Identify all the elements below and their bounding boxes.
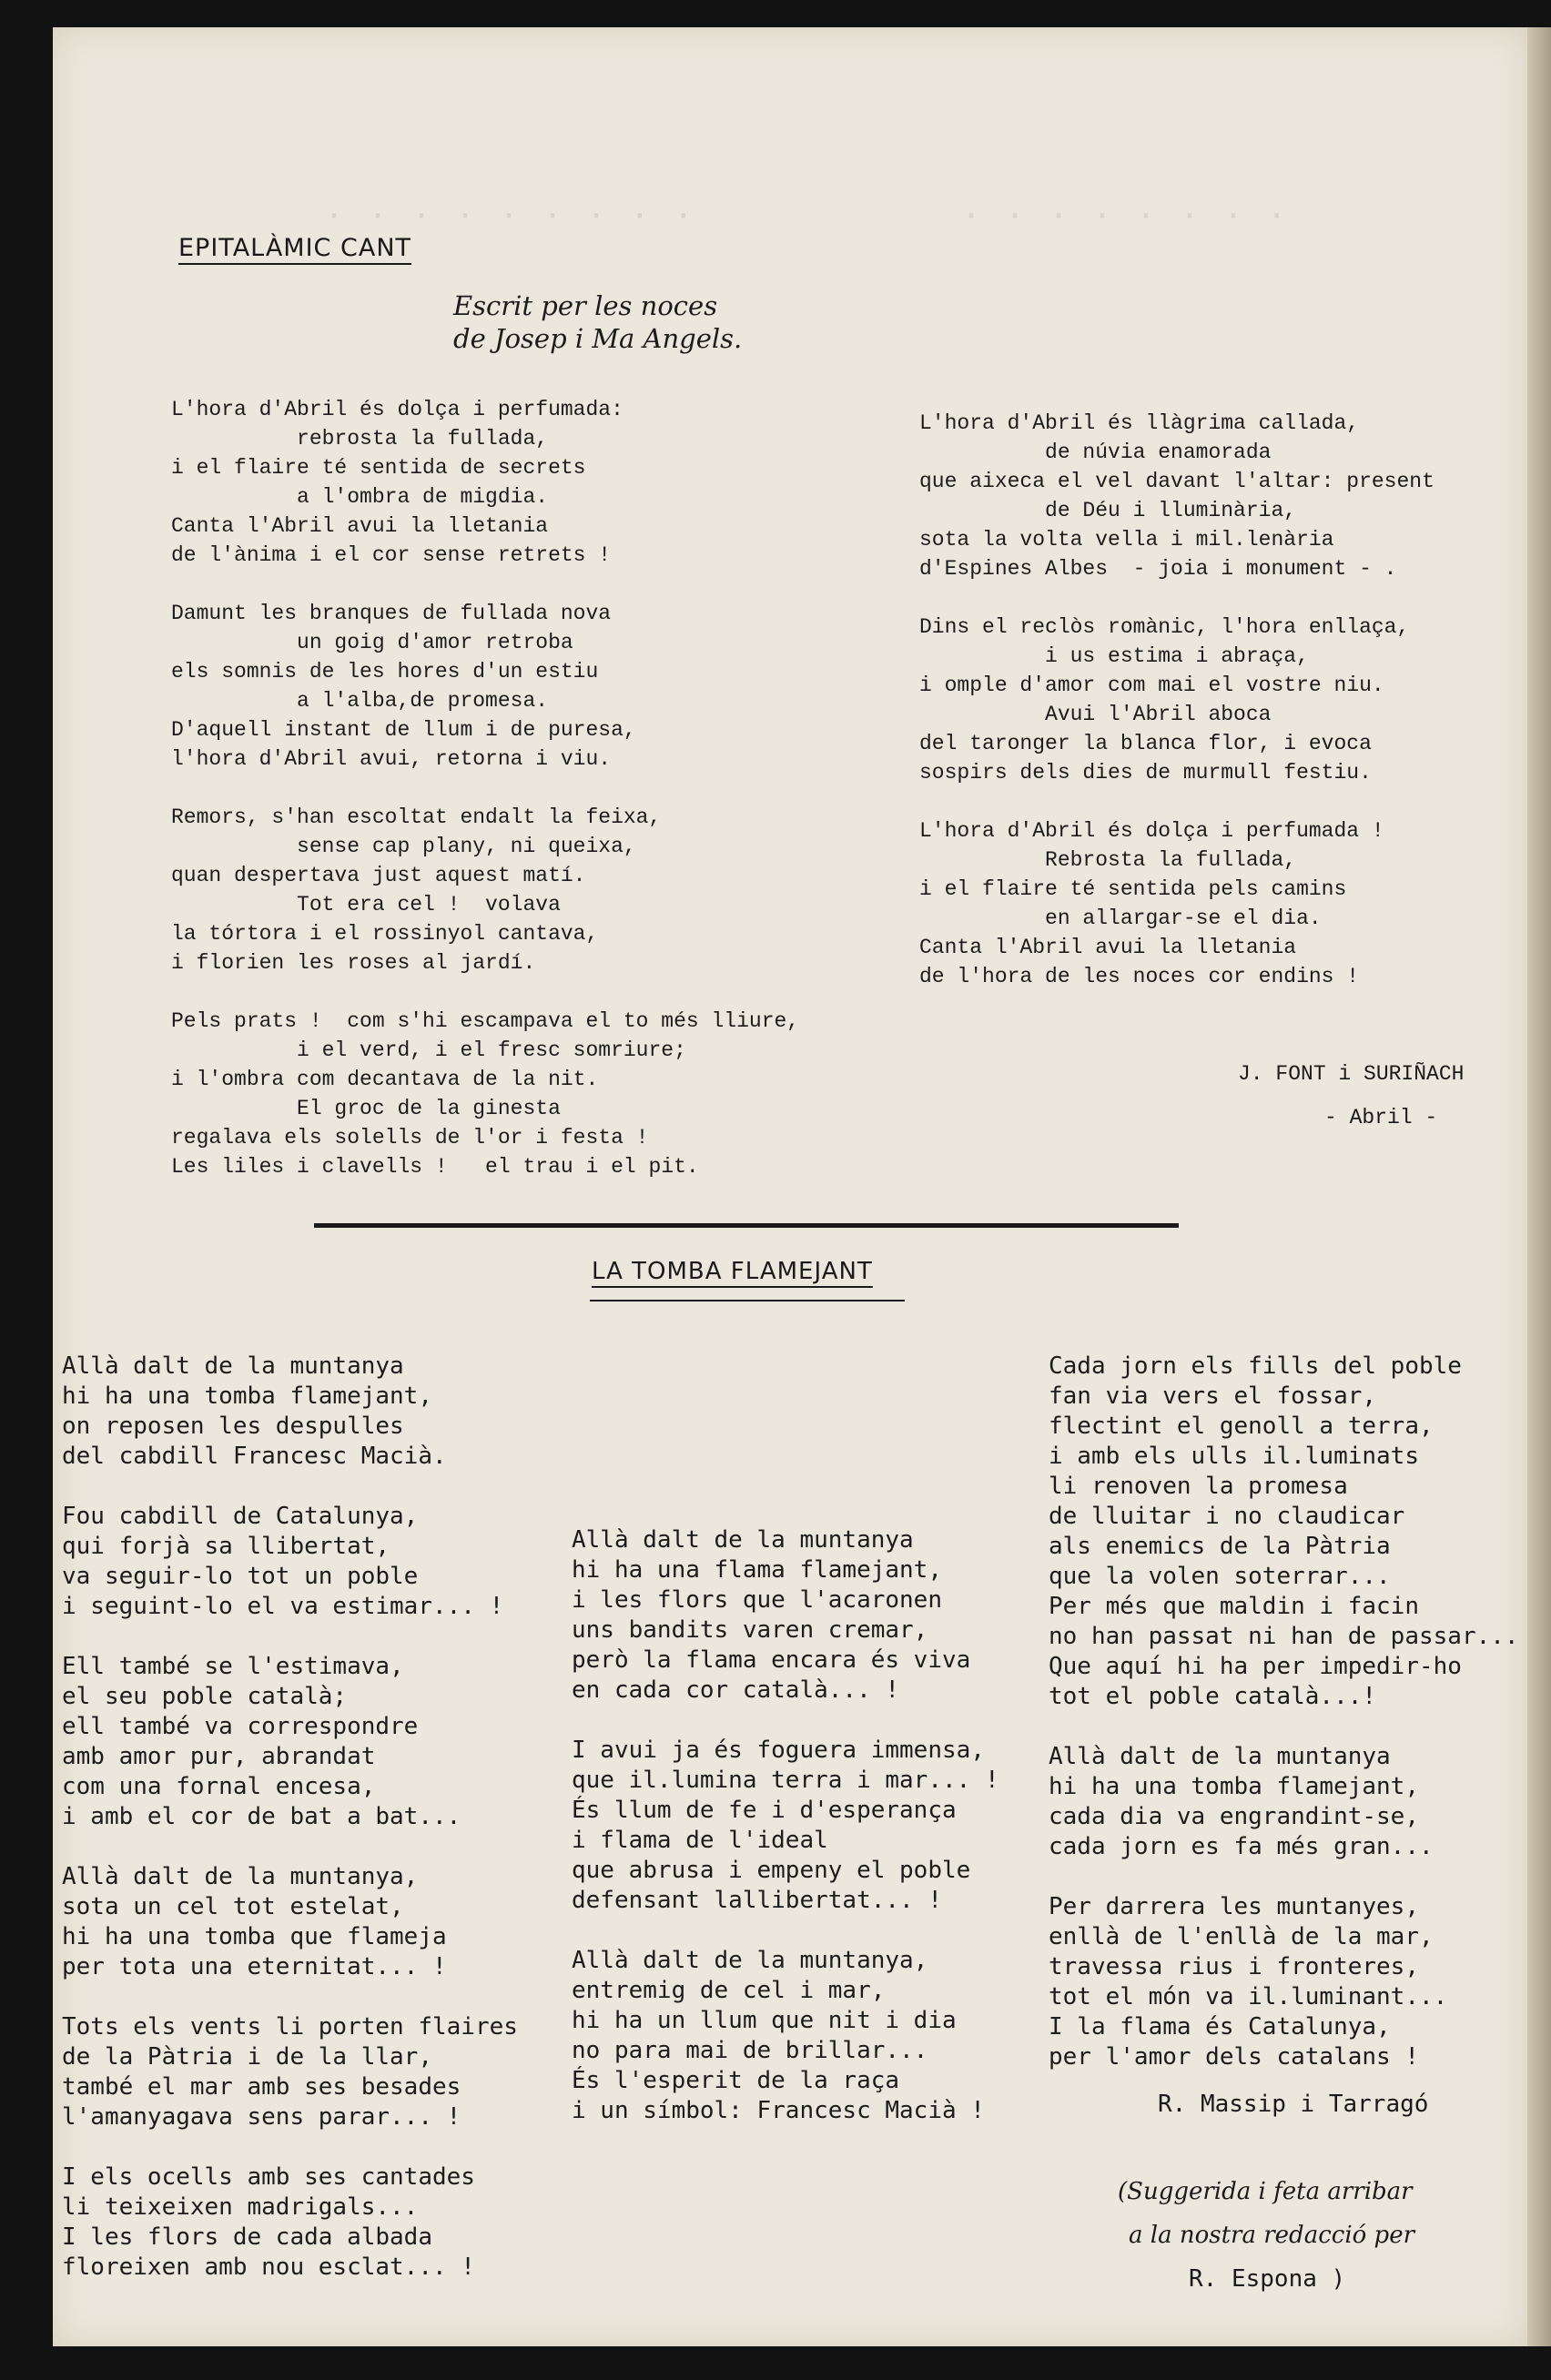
poem1-author: J. FONT i SURIÑACH — [1238, 1062, 1465, 1086]
poem1-dedication: Escrit per les noces de Josep i Ma Angels. — [453, 290, 743, 354]
section-divider — [314, 1223, 1179, 1228]
poem2-column-2: Allà dalt de la muntanya hi ha una flama flamejant, i les flors que l'acaronen uns bandits varen cremar, però la flama encara és viva en cada cor català... ! I avui ja és foguera immensa, que il.lumina terra i mar... ! És llum de fe i d'esperança i flama de l'ideal que abrusa i empeny el poble defensant lallibertat... ! Allà dalt de la muntanya, entremig de cel i mar, hi ha un llum que nit i dia no para mai de brillar... És l'esperit de la raça i un símbol: Francesc Macià ! — [572, 1526, 999, 2124]
show-through-heading-right: · · · · · · · · — [965, 193, 1292, 239]
page-edge — [1527, 27, 1551, 2346]
poem2-title-rule — [590, 1300, 905, 1301]
editorial-note-line-2: a la nostra redacció per — [1129, 2222, 1415, 2249]
poem2-author: R. Massip i Tarragó — [1158, 2091, 1429, 2118]
show-through-heading-left: · · · · · · · · · — [328, 193, 699, 239]
poem2-column-3: Cada jorn els fills del poble fan via vers el fossar, flectint el genoll a terra, i amb els ulls il.luminats li renoven la promesa de lluitar i no claudicar als enemics de la Pàtria que la volen soterrar... Per més que maldin i facin no han passat ni han de passar... Que aquí hi ha per impedir-ho tot el poble català...! Allà dalt de la muntanya hi ha una tomba flamejant, cada dia va engrandint-se, cada jorn es fa més gran... Per darrera les muntanyes, enllà de l'enllà de la mar, travessa rius i fronteres, tot el món va il.luminant... I la flama és Catalunya, per l'amor dels catalans ! — [1049, 1352, 1519, 2071]
poem1-title: EPITALÀMIC CANT — [178, 234, 412, 262]
poem1-left-column: L'hora d'Abril és dolça i perfumada: rebrosta la fullada, i el flaire té sentida de secrets a l'ombra de migdia. Canta l'Abril avui la lletania de l'ànima i el cor sense retrets ! Damunt les branques de fullada nova un goig d'amor retroba els somnis de les hores d'un estiu a l'alba,de promesa. D'aquell instant de llum i de puresa, l'hora d'Abril avui, retorna i viu. Remors, s'han escoltat endalt la feixa, sense cap plany, ni queixa, quan despertava just aquest matí. Tot era cel ! volava la tórtora i el rossinyol cantava, i florien les roses al jardí. Pels prats ! com s'hi escampava el to més lliure, i el verd, i el fresc somriure; i l'ombra com decantava de la nit. El groc de la ginesta regalava els solells de l'or i festa ! Les liles i clavells ! el trau i el pit. — [171, 398, 800, 1179]
poem1-right-column: L'hora d'Abril és llàgrima callada, de núvia enamorada que aixeca el vel davant l'altar: present de Déu i lluminària, sota la volta vella i mil.lenària d'Espines Albes - joia i monument - . Dins el reclòs romànic, l'hora enllaça, i us estima i abraça, i omple d'amor com mai el vostre niu. Avui l'Abril aboca del taronger la blanca flor, i evoca sospirs dels dies de murmull festiu. L'hora d'Abril és dolça i perfumada ! Rebrosta la fullada, i el flaire té sentida pels camins en allargar-se el dia. Canta l'Abril avui la lletania de l'hora de les noces cor endins ! — [919, 411, 1434, 988]
poem2-column-1: Allà dalt de la muntanya hi ha una tomba flamejant, on reposen les despulles del cabdill Francesc Macià. Fou cabdill de Catalunya, qui forjà sa llibertat, va seguir-lo tot un poble i seguint-lo el va estimar... ! Ell també se l'estimava, el seu poble català; ell també va correspondre amb amor pur, abrandat com una fornal encesa, i amb el cor de bat a bat... Allà dalt de la muntanya, sota un cel tot estelat, hi ha una tomba que flameja per tota una eternitat... ! Tots els vents li porten flaires de la Pàtria i de la llar, també el mar amb ses besades l'amanyagava sens parar... ! I els ocells amb ses cantades li teixeixen madrigals... I les flors de cada albada floreixen amb nou esclat... ! — [62, 1352, 518, 2281]
editorial-note-line-1: (Suggerida i feta arribar — [1118, 2178, 1413, 2205]
poem1-month: - Abril - — [1324, 1106, 1438, 1129]
poem2-title: LA TOMBA FLAMEJANT — [592, 1258, 873, 1285]
editorial-note-line-3: R. Espona ) — [1189, 2265, 1346, 2293]
